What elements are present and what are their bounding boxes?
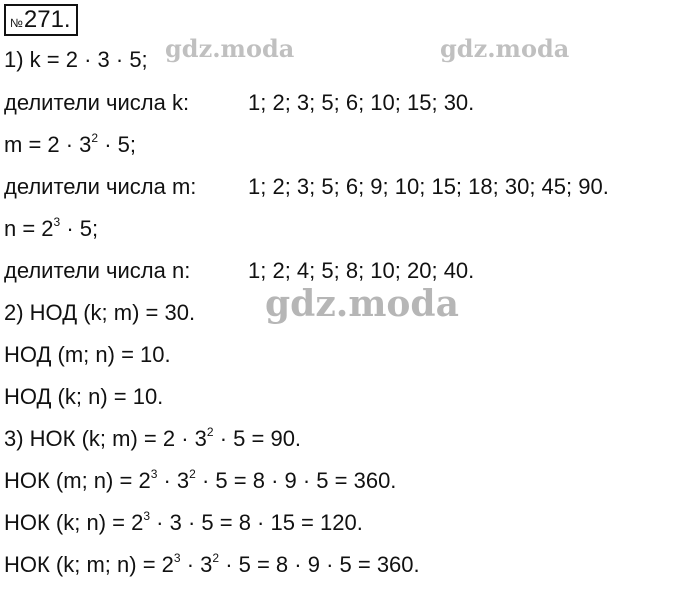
divisors-label: делители числа k:	[4, 90, 190, 115]
number-sign: №	[10, 16, 23, 30]
line-n-divisors	[4, 256, 684, 286]
divisors-list: 1; 2; 3; 5; 6; 10; 15; 30.	[248, 90, 475, 115]
line-m-factorization: $m = 2 \cdot 3^2 \cdot 5$;	[4, 131, 137, 157]
watermark: gdz.moda	[165, 34, 295, 63]
divisors-label: делители числа n:	[4, 258, 191, 283]
problem-number-badge	[4, 4, 78, 36]
line-gcd-m-n: НОД (m; n) = 10.	[4, 342, 171, 367]
line-k-divisors	[4, 88, 684, 118]
line-gcd-k-n: НОД (k; n) = 10.	[4, 384, 164, 409]
divisors-list: 1; 2; 4; 5; 8; 10; 20; 40.	[248, 258, 475, 283]
line-lcm-k-n: НОК (k; $n) = 2^3 \cdot 3 \cdot 5 = 8 \cdot 15 = 120$.	[4, 509, 363, 535]
line-lcm-k-m-n: НОК (k; m; $n) = 2^3 \cdot 3^2 \cdot 5 = 8 \cdot 9 \cdot 5 = 360$.	[4, 551, 420, 577]
problem-number: 271.	[23, 6, 71, 33]
line-lcm-k-m: 3) НОК (k; $m) = 2 \cdot 3^2 \cdot 5 = 90$.	[4, 425, 302, 451]
line-m-divisors	[4, 172, 684, 202]
watermark: gdz.moda	[265, 283, 459, 325]
line-n-factorization: $n = 2^3 \cdot 5$;	[4, 215, 99, 241]
line-lcm-m-n: НОК (m; $n) = 2^3 \cdot 3^2 \cdot 5 = 8 \cdot 9 \cdot 5 = 360$.	[4, 467, 397, 493]
watermark: gdz.moda	[440, 34, 570, 63]
line-k-factorization: 1) k = 2 · 3 · 5;	[4, 47, 148, 72]
divisors-list: 1; 2; 3; 5; 6; 9; 10; 15; 18; 30; 45; 90.	[248, 174, 609, 199]
line-gcd-k-m: 2) НОД (k; m) = 30.	[4, 300, 196, 325]
divisors-label: делители числа m:	[4, 174, 197, 199]
